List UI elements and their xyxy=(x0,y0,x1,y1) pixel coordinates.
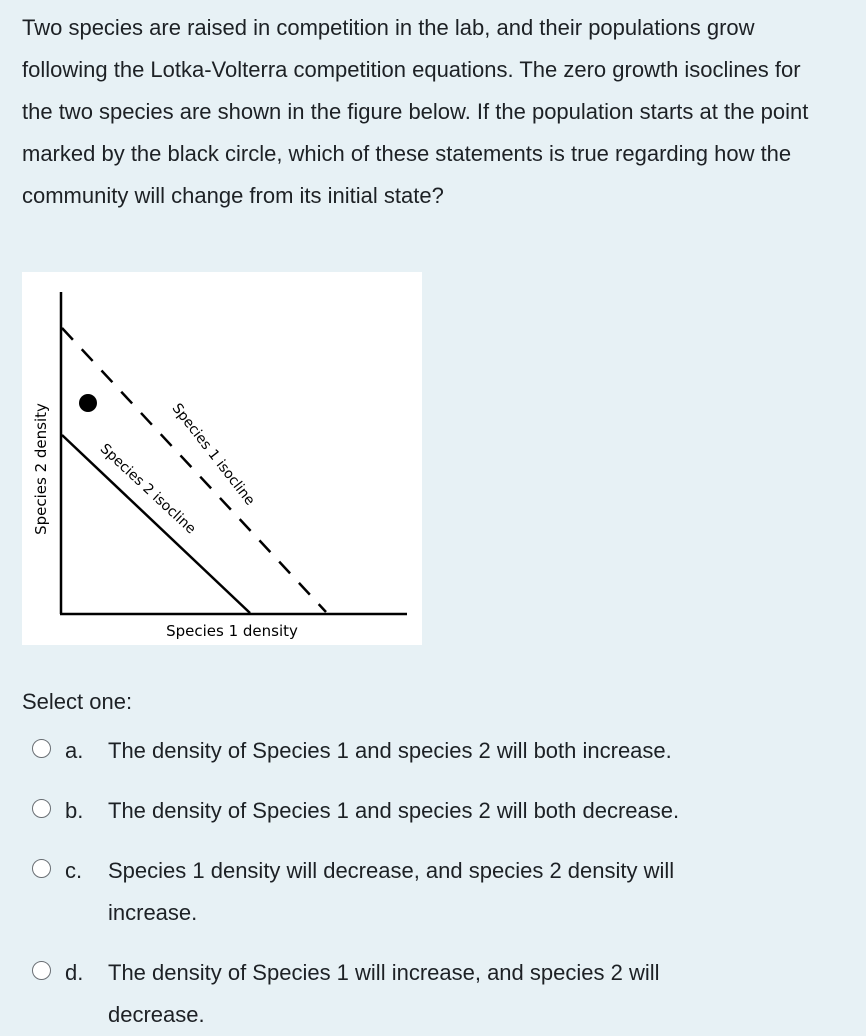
question-text: Two species are raised in competition in the lab, and their populations grow following the Lotka-Volterra competition equations. The zero growth isoclines for the two species are shown in the figure below. If the population starts at the point marked by the black circle, which of these statements is true regarding how the community will change from its initial state? xyxy=(22,15,809,208)
option-a-letter: a. xyxy=(65,738,84,763)
option-d-letter: d. xyxy=(65,960,84,985)
option-a-text: The density of Species 1 and species 2 will both increase. xyxy=(108,738,672,763)
option-d-text: The density of Species 1 will increase, and species 2 will decrease. xyxy=(108,960,660,1027)
answer-options xyxy=(22,730,842,1036)
species1-isocline-label: Species 1 isocline xyxy=(168,400,258,509)
isocline-figure xyxy=(22,272,422,645)
option-c[interactable] xyxy=(22,850,842,934)
initial-population-point xyxy=(79,394,97,412)
y-axis-label: Species 2 density xyxy=(32,403,50,535)
x-axis-label: Species 1 density xyxy=(166,622,298,640)
radio-c[interactable] xyxy=(32,859,51,878)
option-b[interactable] xyxy=(22,790,842,832)
isocline-graph xyxy=(22,272,422,645)
radio-a[interactable] xyxy=(32,739,51,758)
option-d[interactable] xyxy=(22,952,842,1036)
option-c-letter: c. xyxy=(65,858,83,883)
select-one-prompt: Select one: xyxy=(22,689,133,714)
option-a[interactable] xyxy=(22,730,842,772)
option-b-letter: b. xyxy=(65,798,84,823)
option-c-text: Species 1 density will decrease, and species 2 density will increase. xyxy=(108,858,675,925)
species2-isocline-label: Species 2 isocline xyxy=(96,440,199,538)
option-b-text: The density of Species 1 and species 2 will both decrease. xyxy=(108,798,680,823)
radio-b[interactable] xyxy=(32,799,51,818)
radio-d[interactable] xyxy=(32,961,51,980)
species1-isocline-line xyxy=(62,328,326,612)
